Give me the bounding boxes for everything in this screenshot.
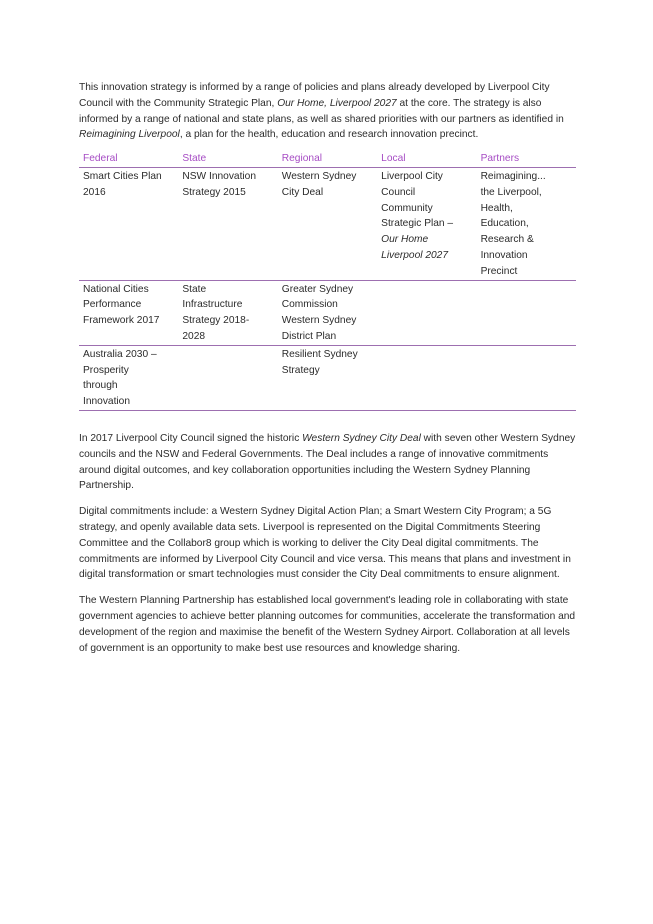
table-row xyxy=(79,345,576,410)
cell-line: City Deal xyxy=(281,186,324,198)
cell-line: Health, xyxy=(480,202,513,214)
cell-line: Strategy xyxy=(281,364,320,376)
cell-line: Australia 2030 – xyxy=(83,348,157,360)
intro-text: , a plan for the health, education and research innovation precinct. xyxy=(179,129,479,141)
cell-line: Infrastructure xyxy=(182,299,243,311)
city-deal-title: Western Sydney City Deal xyxy=(302,432,421,444)
cell-line: National Cities xyxy=(83,283,149,295)
header-regional: Regional xyxy=(278,149,377,167)
cell-line: Community xyxy=(381,202,433,214)
cell-line: Strategy 2015 xyxy=(182,186,246,198)
city-deal-text: In 2017 Liverpool City Council signed the historic xyxy=(79,432,303,444)
cell-line: Greater Sydney xyxy=(281,283,354,295)
cell-line: Innovation xyxy=(83,396,131,408)
cell-line: Reimagining... xyxy=(480,170,546,182)
cell-line: Council xyxy=(381,186,416,198)
cell-federal xyxy=(79,280,178,345)
cell-line: Education, xyxy=(480,218,529,230)
cell-line: Smart Cities Plan xyxy=(83,170,162,182)
header-partners: Partners xyxy=(477,149,576,167)
cell-federal xyxy=(79,167,178,280)
cell-line-italic: Our Home xyxy=(381,234,429,246)
cell-line: Strategic Plan – xyxy=(381,218,454,230)
cell-line: Western Sydney xyxy=(281,170,357,182)
city-deal-text: with seven other Western Sydney councils and the NSW and Federal Governments. The Deal includes a range of innovative commitments around digital outcomes, and key collaboration opportunities including the Western Sydney Planning Partnership. xyxy=(79,432,576,492)
intro-text: at the core. The strategy is also informed by a range of national and state plans, as well as shared priorities with our partners as identified in xyxy=(79,97,564,125)
cell-line: Precinct xyxy=(480,265,518,277)
table-row xyxy=(79,167,576,280)
cell-line: through xyxy=(83,380,118,392)
cell-local xyxy=(377,280,476,345)
planning-partnership-paragraph: The Western Planning Partnership has established local government's leading role in collaborating with state government agencies to achieve better planning outcomes for communities, accelerate the transformation and development of the region and maximise the benefit of the Western Sydney Airport. Collaboration at all levels of government is an opportunity to make best use resources and knowledge sharing. xyxy=(79,595,576,654)
cell-line: the Liverpool, xyxy=(480,186,542,198)
cell-state xyxy=(178,280,277,345)
cell-local xyxy=(377,345,476,410)
cell-partners xyxy=(477,345,576,410)
header-local: Local xyxy=(377,149,476,167)
cell-partners xyxy=(477,280,576,345)
cell-state xyxy=(178,167,277,280)
intro-text: This innovation strategy is informed by a range of policies and plans already developed by Liverpool City Council with the Community Strategic Plan, xyxy=(79,82,550,109)
policy-table xyxy=(79,149,576,411)
intro-paragraph xyxy=(79,80,576,143)
cell-state xyxy=(178,345,277,410)
cell-line: Western Sydney xyxy=(281,315,357,327)
cell-line: 2016 xyxy=(83,186,106,198)
intro-reimagining-title: Reimagining Liverpool xyxy=(79,129,180,141)
cell-local xyxy=(377,167,476,280)
cell-line: 2028 xyxy=(182,330,206,342)
intro-plan-title: Our Home, Liverpool 2027 xyxy=(277,97,397,109)
cell-line: Innovation xyxy=(480,249,528,261)
cell-line: Commission xyxy=(281,299,338,311)
cell-line: State xyxy=(182,283,207,295)
table-row xyxy=(79,280,576,345)
document-page xyxy=(79,80,576,666)
cell-regional xyxy=(278,280,377,345)
city-deal-paragraph xyxy=(79,431,576,494)
cell-line: Framework 2017 xyxy=(83,315,160,327)
cell-line: NSW Innovation xyxy=(182,170,257,182)
cell-partners xyxy=(477,167,576,280)
cell-line: Research & xyxy=(480,234,534,246)
cell-regional xyxy=(278,345,377,410)
cell-regional xyxy=(278,167,377,280)
cell-line: District Plan xyxy=(281,330,337,342)
cell-line: Resilient Sydney xyxy=(281,348,358,360)
header-state: State xyxy=(178,149,277,167)
cell-line: Liverpool City xyxy=(381,170,443,182)
header-federal: Federal xyxy=(79,149,178,167)
cell-federal xyxy=(79,345,178,410)
cell-line: Strategy 2018- xyxy=(182,315,250,327)
table-header-row xyxy=(79,149,576,167)
digital-commitments-paragraph: Digital commitments include: a Western Sydney Digital Action Plan; a Smart Western City Program; a 5G strategy, and openly available data sets. Liverpool is represented on the Digital Commitments Steering Committee and the Collabor8 group which is working to deliver the City Deal digital commitments. The commitments are informed by Liverpool City Council and vice versa. This means that plans and investment in digital transformation or smart technologies must consider the City Deal commitments to ensure alignment. xyxy=(79,506,571,581)
cell-line: Performance xyxy=(83,299,142,311)
cell-line-italic: Liverpool 2027 xyxy=(381,249,449,261)
cell-line: Prosperity xyxy=(83,364,129,376)
